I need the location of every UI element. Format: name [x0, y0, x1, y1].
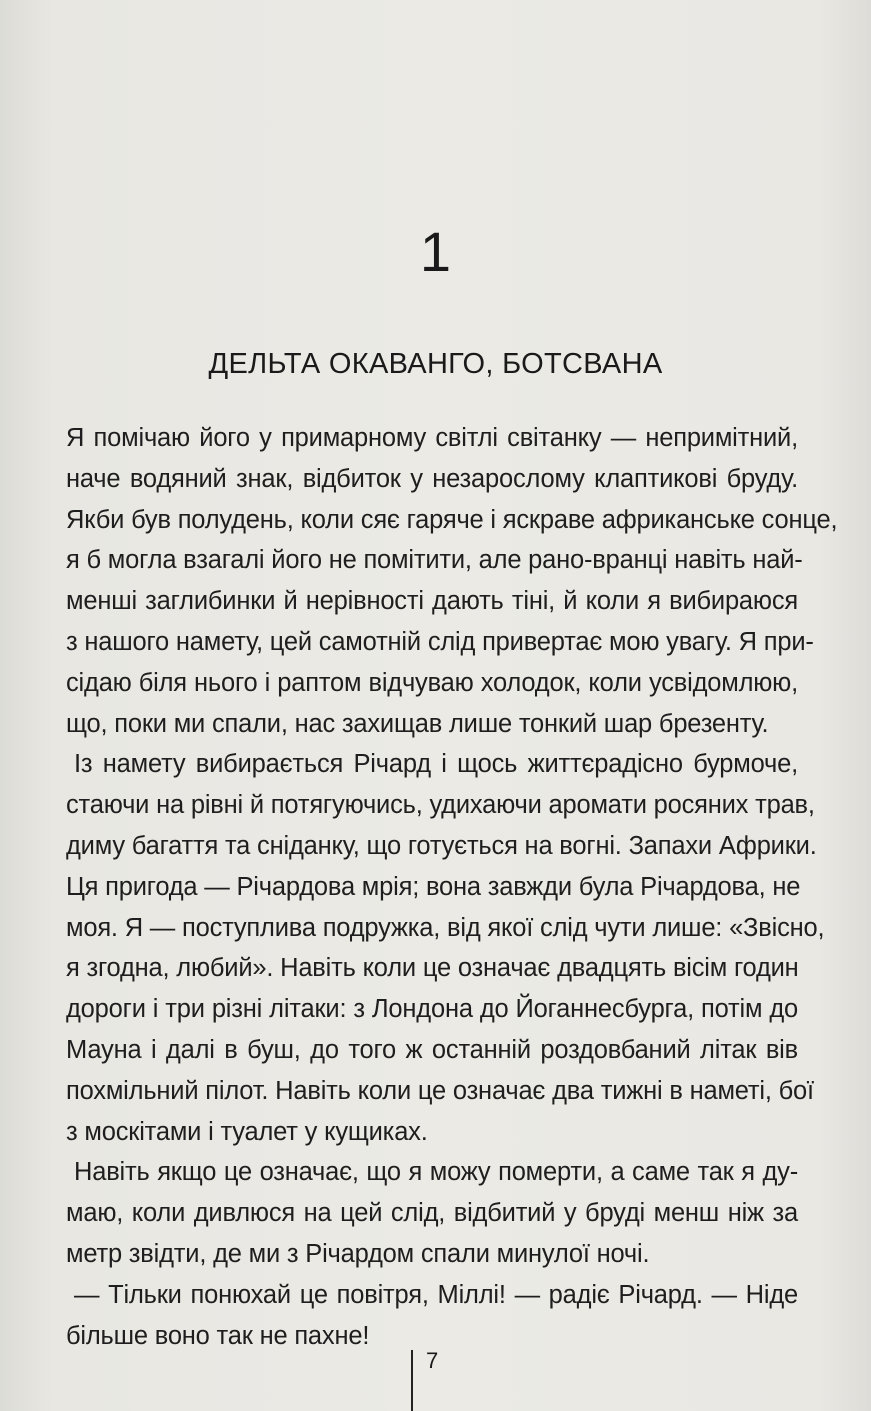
text-line: з нашого намету, цей самотній слід привертає мою увагу. Я при- — [66, 627, 814, 656]
text-line: Якби був полудень, коли сяє гаряче і яскраве африканське сонце, — [66, 505, 838, 534]
text-line: маю, коли дивлюся на цей слід, відбитий у бруді менш ніж за — [66, 1199, 798, 1228]
text-line: наче водяний знак, відбиток у незарослому клаптикові бруду. — [66, 464, 798, 493]
text-line: менші заглибинки й нерівності дають тіні, й коли я вибираюся — [66, 587, 798, 616]
text-line: похмільний пілот. Навіть коли це означає два тижні в наметі, бої — [66, 1076, 814, 1105]
page-number: 7 — [426, 1348, 439, 1373]
text-line: Мауна і далі в буш, до того ж останній роздовбаний літак вів — [66, 1035, 798, 1064]
text-line: Із намету вибирається Річард і щось життєрадісно бурмоче, — [74, 750, 798, 779]
text-line: дороги і три різні літаки: з Лондона до Йоганнесбурга, потім до — [66, 995, 798, 1024]
text-line: більше воно так не пахне! — [66, 1321, 370, 1350]
text-line: з москітами і туалет у кущиках. — [66, 1117, 428, 1146]
text-line: метр звідти, де ми з Річардом спали минулої ночі. — [66, 1239, 650, 1268]
text-line: Навіть якщо це означає, що я можу померти, а саме так я ду- — [74, 1158, 798, 1187]
footer-rule — [411, 1350, 413, 1411]
text-line: Ця пригода — Річардова мрія; вона завжди була Річардова, не — [66, 872, 801, 901]
text-line: — Тільки понюхай це повітря, Міллі! — радіє Річард. — Ніде — [74, 1280, 798, 1309]
text-line: моя. Я — поступлива подружка, від якої слід чути лише: «Звісно, — [66, 913, 825, 942]
text-line: що, поки ми спали, нас захищав лише тонкий шар брезенту. — [66, 709, 769, 738]
body-text — [66, 418, 838, 1356]
text-line: я б могла взагалі його не помітити, але рано-вранці навіть най- — [66, 546, 803, 575]
text-line: я згодна, любий». Навіть коли це означає двадцять вісім годин — [66, 954, 799, 983]
text-line: сідаю біля нього і раптом відчуваю холодок, коли усвідомлюю, — [66, 668, 798, 697]
chapter-number: 1 — [419, 220, 452, 283]
text-line: стаючи на рівні й потягуючись, удихаючи аромати росяних трав, — [66, 791, 815, 820]
text-line: диму багаття та сніданку, що готується на вогні. Запахи Африки. — [66, 831, 817, 860]
chapter-title: ДЕЛЬТА ОКАВАНГО, БОТСВАНА — [208, 348, 663, 380]
text-line: Я помічаю його у примарному світлі світанку — непримітний, — [66, 424, 798, 452]
